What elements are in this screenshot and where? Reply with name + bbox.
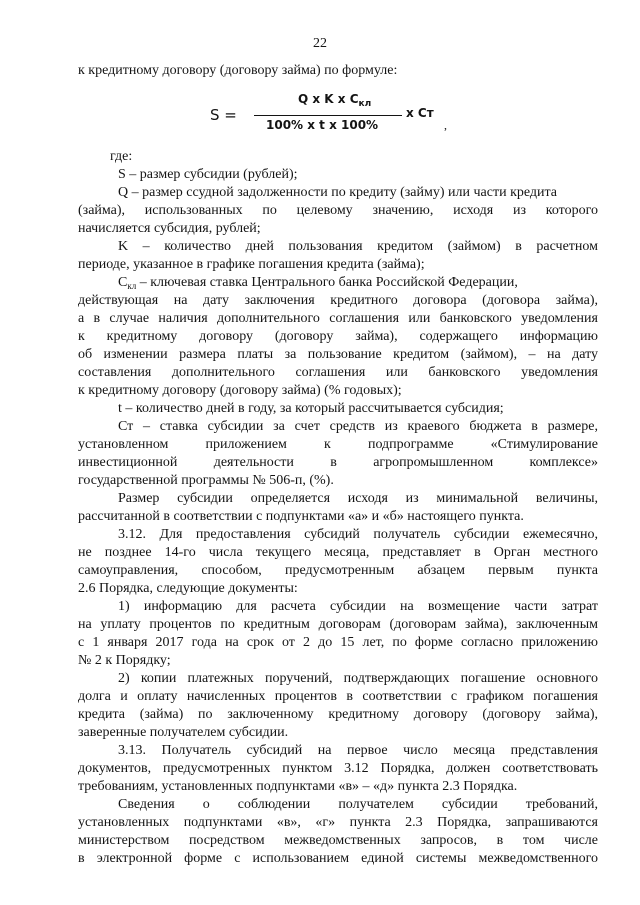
def-st-2: установленном приложением к подпрограмме «Стимулирование — [78, 437, 598, 452]
page-number: 22 — [313, 36, 327, 51]
def-q-2: (займа), использованных по целевому значению, исходя из которого — [78, 203, 598, 218]
def-k-1: K – количество дней пользования кредитом (займом) в расчетном — [118, 239, 598, 254]
para-size-1: Размер субсидии определяется исходя из минимальной величины, — [118, 491, 598, 506]
doc-1-line-2: на уплату процентов по кредитным договорам (договорам займа), заключенным — [78, 617, 598, 632]
def-c-6: составления дополнительного соглашения или банковского уведомления — [78, 365, 598, 380]
formula-lhs: S = — [210, 106, 237, 124]
doc-1-line-3: с 1 января 2017 года на срок от 2 до 15 лет, по форме согласно приложению — [78, 635, 598, 650]
def-c-2: действующая на дату заключения кредитного договора (договора займа), — [78, 293, 598, 308]
para-312-1: 3.12. Для предоставления субсидий получатель субсидии ежемесячно, — [118, 527, 598, 542]
para-313-1: 3.13. Получатель субсидий на первое число месяца представления — [118, 743, 598, 758]
where-label: где: — [110, 149, 133, 164]
para-313-2: документов, предусмотренных пунктом 3.12 Порядка, должен соответствовать — [78, 761, 598, 776]
def-q-1: Q – размер ссудной задолженности по кредиту (займу) или части кредита — [118, 185, 558, 200]
para-size-2: рассчитанной в соответствии с подпунктами «а» и «б» настоящего пункта. — [78, 509, 524, 524]
para-info-2: установленных подпунктами «в», «г» пункта 2.3 Порядка, запрашиваются — [78, 815, 598, 830]
formula-denominator: 100% x t x 100% — [266, 118, 379, 132]
formula-numerator: Q x K x $C_{кл}$ — [298, 92, 372, 109]
para-313-3: требованиям, установленных подпунктами «в» – «д» пункта 2.3 Порядка. — [78, 779, 518, 794]
doc-2-line-1: 2) копии платежных поручений, подтверждающих погашение основного — [118, 671, 598, 686]
para-info-3: министерством посредством межведомственных запросов, в том числе — [78, 833, 598, 848]
def-st-1: Ст – ставка субсидии за счет средств из краевого бюджета в размере, — [118, 419, 598, 434]
para-info-4: в электронной форме с использованием единой системы межведомственного — [78, 851, 598, 866]
para-312-2: не позднее 14-го числа текущего месяца, представляет в Орган местного — [78, 545, 598, 560]
para-info-1: Сведения о соблюдении получателем субсидии требований, — [118, 797, 598, 812]
def-s: S – размер субсидии (рублей); — [118, 167, 298, 182]
fraction-bar — [254, 115, 402, 116]
doc-2-line-2: долга и оплату начисленных процентов в соответствии с графиком погашения — [78, 689, 598, 704]
intro-line: к кредитному договору (договору займа) по формуле: — [78, 63, 398, 78]
formula-rhs: x Ст — [406, 106, 434, 120]
para-312-4: 2.6 Порядка, следующие документы: — [78, 581, 298, 596]
doc-2-line-4: заверенные получателем субсидии. — [78, 725, 289, 740]
def-c-4: к кредитному договору (договору займа), содержащего информацию — [78, 329, 598, 344]
formula-comma: , — [444, 118, 447, 132]
def-k-2: периоде, указанное в графике погашения кредита (займа); — [78, 257, 425, 272]
def-c-5: об изменении размера платы за пользование кредитом (займом), – на дату — [78, 347, 598, 362]
def-st-4: государственной программы № 506-п, (%). — [78, 473, 334, 488]
def-st-3: инвестиционной деятельности в агропромышленном комплексе» — [78, 455, 598, 470]
def-q-3: начисляется субсидия, рублей; — [78, 221, 261, 236]
doc-2-line-3: кредита (займа) по заключенному кредитному договору (договору займа), — [78, 707, 598, 722]
def-c-7: к кредитному договору (договору займа) (% годовых); — [78, 383, 402, 398]
para-312-3: самоуправления, способом, предусмотренным абзацем первым пункта — [78, 563, 598, 578]
subsidy-formula — [210, 88, 450, 138]
def-c-1: $С_{кл}$ – ключевая ставка Центрального банка Российской Федерации, — [118, 275, 518, 291]
doc-1-line-4: № 2 к Порядку; — [78, 653, 171, 668]
doc-1-line-1: 1) информацию для расчета субсидии на возмещение части затрат — [118, 599, 598, 614]
def-c-3: а в случае наличия дополнительного соглашения или банковского уведомления — [78, 311, 598, 326]
def-t: t – количество дней в году, за который рассчитывается субсидия; — [118, 401, 504, 416]
